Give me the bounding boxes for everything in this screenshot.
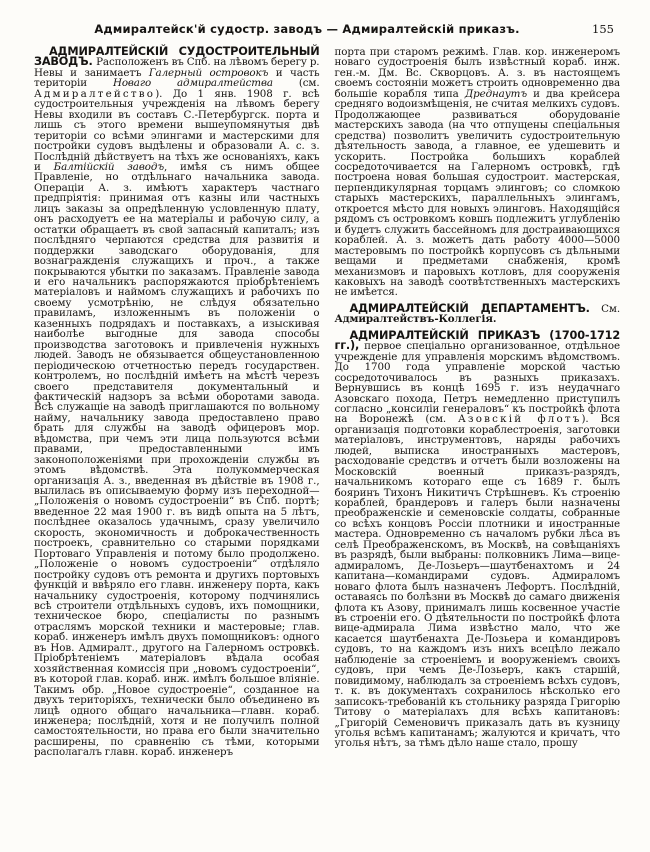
article-heading: АДМИРАЛТЕЙСКІЙ ПРИКАЗЪ (1700-1712 гг.), bbox=[334, 328, 620, 353]
text-columns bbox=[34, 47, 620, 758]
page-number: 155 bbox=[592, 22, 614, 36]
text-run: Галерный островокъ bbox=[148, 66, 269, 79]
text-run: и два крейсера средняго водоизмѣщенія, не считая мелкихъ судовъ. Продолжающее развиваться оборудованіе мастерскихъ завода (на что отпущены спеціальныя средства) позволитъ увеличить судостроительную дѣятельность завода, а главное, ее удешевить и ускорить. Постройка большихъ кораблей сосредоточивается на Галерномъ островкѣ, гдѣ построена новая большая судостроит. мастерская, перпендикулярная торцамъ элинговъ; со сломкою старыхъ мастерскихъ, параллельныхъ элингамъ, откроется мѣсто для новыхъ элинговъ. Находящійся рядомъ съ островкомъ ковшъ подлежитъ углубленію и будетъ служить бассейномъ для достраивающихся кораблей. А. з. можетъ дать работу 4000—5000 мастеровымъ по постройкѣ корпусовъ съ дѣльными вещами и предметами снабженія, кромѣ механизмовъ и паровыхъ котловъ, для сооруженія каковыхъ на заводѣ соотвѣтственныхъ мастерскихъ не имѣется. bbox=[334, 87, 620, 299]
text-run: См. bbox=[589, 302, 620, 315]
text-run: Балтійскій заводъ bbox=[53, 160, 165, 173]
text-run: и часть територіи bbox=[34, 66, 320, 90]
text-run: ). До 1 янв. 1908 г. всѣ судостроительныя учрежденія на лѣвомъ берегу Невы входили въ составъ С.-Петербургск. порта и лишь съ этого времени вышеупомянутыя двѣ територіи со всѣми элингами и мастерскими для постройки судовъ выдѣлены и образовали А. с. з. Послѣдній дѣйствуетъ на тѣхъ же основаніяхъ, какъ и bbox=[34, 87, 320, 173]
text-run: Азовскій флотъ bbox=[457, 413, 582, 426]
text-run: , имѣя съ нимъ общее Правленіе, но отдѣльнаго начальника завода. Операціи А. з. имѣютъ характеръ частнаго предпріятія: принимая отъ казны или частныхъ лицъ заказы за опредѣленную условленную плату, онъ расходуетъ ее на матеріалы и рабочую силу, а остатки обращаетъ въ свой запасный капиталъ; изъ послѣдняго черпаются средства для развитія и поддержки заводскаго оборудованія, для вознагражденія служащихъ и проч., а также покрываются убытки по заказамъ. Правленіе завода и его начальникъ распоряжаются пріобрѣтеніемъ матеріаловъ и наймомъ служащихъ и рабочихъ по своему усмотрѣнію, не слѣдуя обязательно правиламъ, изложеннымъ въ положеніи о казенныхъ подрядахъ и поставкахъ, а изыскивая наиболѣе выгодные для завода способы производства заготовокъ и привлеченія нужныхъ людей. Заводъ не обязывается общеустановленною періодическою отчетностью передъ государствен. контролемъ, но послѣдній имѣетъ на мѣстѣ черезъ своего представителя документальный и фактическій надзоръ за всѣми оборотами завода. Всѣ служащіе на заводѣ приглашаются по вольному найму, начальнику завода предоставлено право брать для службы на заводѣ офицеровъ мор. вѣдомства, при чемъ эти лица пользуются всѣми правами, предоставленными имъ законоположеніями при прохожденіи службы въ этомъ вѣдомствѣ. Эта полукоммерческая организація А. з., введенная въ дѣйствіе въ 1908 г., вылилась въ описываемую форму изъ переходной—„Положенія о новомъ судостроеніи“ въ Спб. портѣ; введенное 22 мая 1900 г. въ видѣ опыта на 5 лѣтъ, послѣднее оказалось удачнымъ, сразу увеличило скорость, экономичность и доброкачественность построекъ, сравнительно со старыми порядками Портоваго Управленія и потому было продолжено. „Положеніе о новомъ судостроеніи“ отдѣляло постройку судовъ отъ ремонта и другихъ портовыхъ функцій и ввѣряло его главн. инженеру порта, какъ начальнику судостроенія, которому подчинялись всѣ строители отдѣльныхъ судовъ, ихъ помощники, техническое бюро, спеціалисты по разнымъ отраслямъ морской техники и мастеровые; глав. кораб. инженеръ имѣлъ двухъ помощниковъ: одного въ Нов. Адмиралт., другого на Галерномъ островкѣ. Пріобрѣтеніемъ матеріаловъ вѣдала особая хозяйственная комиссія при „новомъ судостроеніи“, въ которой глав. кораб. инж. имѣлъ большое вліяніе. Такимъ обр. „Новое судостроеніе“, созданное на двухъ територіяхъ, технически было объединено въ лицѣ одного общаго начальника—главн. кораб. инженера; послѣдній, хотя и не получилъ полной самостоятельности, но права его были значительно расширены, по сравненію съ тѣми, которыми располагалъ главн. кораб. инженеръ bbox=[34, 160, 320, 759]
running-head: Адмиралтейск'й судостр. заводъ — Адмиралтейскій приказъ. bbox=[94, 22, 520, 36]
right-column bbox=[335, 47, 621, 758]
text-run: порта при старомъ режимѣ. Глав. кор. инженеромъ новаго судостроенія былъ извѣстный кораб. инж. ген.-м. Дм. Вс. Скворцовъ. А. з. въ настоящемъ своемъ состояніи можетъ строить одновременно два большіе корабля типа bbox=[334, 46, 620, 100]
text-run: Адмиралтейство bbox=[34, 87, 156, 100]
article-admiralty-shipbuilding-plant-continued bbox=[335, 47, 621, 298]
article-admiralty-shipbuilding-plant bbox=[34, 47, 320, 758]
text-run: первое спеціально организованное, отдѣльное учрежденіе для управленія морскимъ вѣдомствомъ. До 1700 года управленіе морской частью сосредоточивалось въ разныхъ приказахъ. Вернувшись въ концѣ 1695 г. изъ неудачнаго Азовскаго похода, Петръ немедленно приступилъ согласно „консиліи генераловъ“ къ постройкѣ флота на Воронежѣ (см. bbox=[334, 340, 620, 426]
article-heading: АДМИРАЛТЕЙСКІЙ СУДОСТРОИТЕЛЬНЫЙ ЗАВОДЪ. bbox=[34, 45, 320, 69]
article-admiralty-department bbox=[334, 301, 621, 326]
text-run: Адмиралтействъ-Коллегія. bbox=[334, 313, 497, 326]
article-heading: АДМИРАЛТЕЙСКІЙ ДЕПАРТАМЕНТЪ. bbox=[349, 301, 590, 315]
text-run: Новаго адмиралтейства bbox=[112, 77, 273, 90]
text-run: (см. bbox=[272, 77, 320, 90]
text-run: Дреднаутъ bbox=[464, 87, 528, 100]
text-run: Расположенъ въ Спб. на лѣвомъ берегу р. Невы и занимаетъ bbox=[34, 56, 320, 79]
text-run: ). Вся организація подготовки кораблестроенія, заготовки матеріаловъ, инструментовъ, наряды рабочихъ людей, выписка иностранныхъ мастеровъ, расходованіе средствъ и отчетъ были возложены на Московскій военный приказъ-разрядъ, начальникомъ котораго еще съ 1689 г. былъ бояринъ Тихонъ Никитичъ Стрѣшневъ. Къ строенію кораблей, брандеровъ и галеръ были назначены преображенскіе и семеновскіе солдаты, собранные со всѣхъ концовъ Россіи плотники и иностранные мастера. Одновременно съ началомъ рубки лѣса въ селѣ Преображенскомъ, въ Москвѣ, на совѣщаніяхъ въ разрядѣ, были выбраны: полковникъ Лима—вице-адмираломъ, Де-Лозьеръ—шаутбенахтомъ и 24 капитана—командирами судовъ. Адмираломъ новаго флота былъ назначенъ Лефортъ. Послѣдній, оставаясь по болѣзни въ Москвѣ до самаго движенія флота къ Азову, принималъ лишь косвенное участіе въ строеніи его. О дѣятельности по постройкѣ флота вице-адмирала Лима извѣстно мало, что же касается шаутбенахта Де-Лозьера и командировъ судовъ, то на каждомъ изъ нихъ всецѣло лежало наблюденіе за строеніемъ и вооруженіемъ своихъ судовъ, при чемъ Де-Лозьеръ, какъ старшій, повидимому, наблюдалъ за строеніемъ всѣхъ судовъ, т. к. въ документахъ сохранилось нѣсколько его записокъ-требованій къ стольнику разряда Григорію Титову о матеріалахъ для всѣхъ капитановъ: „Григорій Семеновичъ приказалъ дать въ кузницу уголья всѣмъ капитанамъ; жалуются и кричатъ, что уголья нѣтъ, за тѣмъ дѣло наше стало, прошу bbox=[334, 413, 620, 750]
article-admiralty-prikaz bbox=[334, 328, 621, 750]
page-header bbox=[34, 22, 620, 44]
left-column bbox=[34, 47, 320, 758]
